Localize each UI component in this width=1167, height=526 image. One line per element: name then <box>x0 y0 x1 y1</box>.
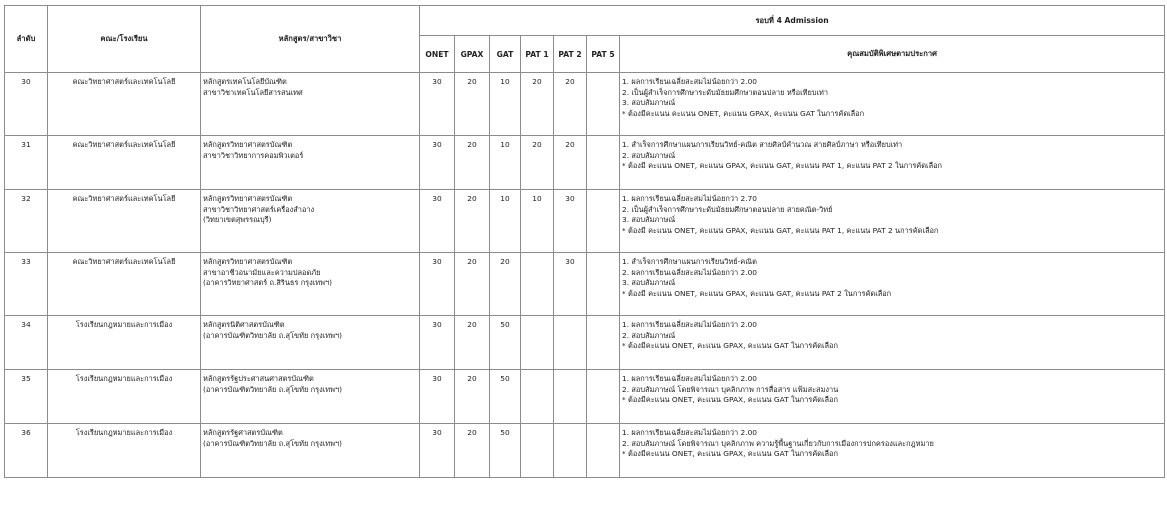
qualification-line: 2. สอบสัมภาษณ์ โดยพิจารณา บุคลิกภาพ การสื่อสาร แฟ้มสะสมงาน <box>622 384 839 394</box>
table-row <box>5 316 1165 370</box>
qualifications-cell <box>620 370 1165 424</box>
onet-score: 30 <box>420 424 455 478</box>
header-gpax: GPAX <box>455 36 490 73</box>
gpax-score: 20 <box>455 136 490 190</box>
row-number: 33 <box>5 253 48 316</box>
program-cell <box>201 253 420 316</box>
program-line: หลักสูตรรัฐศาสตรบัณฑิต <box>203 428 283 437</box>
qualification-line: 2. เป็นผู้สำเร็จการศึกษาระดับมัธยมศึกษาตอนปลาย สายคณิต-วิทย์ <box>622 204 833 214</box>
program-cell <box>201 136 420 190</box>
program-line: (อาคารบัณฑิตวิทยาลัย ถ.สุโขทัย กรุงเทพฯ) <box>203 330 342 340</box>
header-qualifications: คุณสมบัติพิเศษตามประกาศ <box>620 36 1165 73</box>
pat5-score <box>587 370 620 424</box>
row-number: 34 <box>5 316 48 370</box>
program-line: หลักสูตรวิทยาศาสตรบัณฑิต <box>203 194 293 203</box>
pat1-score: 10 <box>521 190 554 253</box>
onet-score: 30 <box>420 253 455 316</box>
row-number: 30 <box>5 73 48 136</box>
qualification-line: 3. สอบสัมภาษณ์ <box>622 278 676 288</box>
gat-score: 50 <box>490 316 521 370</box>
table-row <box>5 424 1165 478</box>
qualification-line: 2. สอบสัมภาษณ์ <box>622 150 676 160</box>
gpax-score: 20 <box>455 73 490 136</box>
table-row <box>5 253 1165 316</box>
pat1-score <box>521 370 554 424</box>
row-number: 32 <box>5 190 48 253</box>
row-number: 35 <box>5 370 48 424</box>
qualification-line: 1. สำเร็จการศึกษาแผนการเรียนวิทย์-คณิต สายศิลป์คำนวณ สายศิลป์ภาษา หรือเทียบเท่า <box>622 140 903 149</box>
header-pat2: PAT 2 <box>554 36 587 73</box>
program-line: (อาคารบัณฑิตวิทยาลัย ถ.สุโขทัย กรุงเทพฯ) <box>203 384 342 394</box>
program-line: หลักสูตรนิติศาสตรบัณฑิต <box>203 320 285 329</box>
admission-table-container <box>4 5 1165 478</box>
onet-score: 30 <box>420 370 455 424</box>
qualifications-cell <box>620 253 1165 316</box>
qualification-line: * ต้องมีคะแนน ONET, คะแนน GPAX, คะแนน GAT ในการคัดเลือก <box>622 341 838 351</box>
header-round: รอบที่ 4 Admission <box>420 6 1165 36</box>
header-order: ลำดับ <box>5 6 48 73</box>
pat5-score <box>587 190 620 253</box>
pat2-score <box>554 424 587 478</box>
qualification-line: 2. สอบสัมภาษณ์ โดยพิจารณา บุคลิกภาพ ความรู้พื้นฐานเกี่ยวกับการเมืองการปกครองและกฎหมาย <box>622 438 934 448</box>
faculty-cell: โรงเรียนกฎหมายและการเมือง <box>48 424 201 478</box>
gpax-score: 20 <box>455 370 490 424</box>
qualification-line: * ต้องมีคะแนน คะแนน ONET, คะแนน GPAX, คะแนน GAT ในการคัดเลือก <box>622 108 865 118</box>
table-row <box>5 370 1165 424</box>
qualifications-cell <box>620 316 1165 370</box>
qualification-line: 1. ผลการเรียนเฉลี่ยสะสมไม่น้อยกว่า 2.00 <box>622 374 758 383</box>
qualification-line: 3. สอบสัมภาษณ์ <box>622 215 676 225</box>
qualification-line: 1. ผลการเรียนเฉลี่ยสะสมไม่น้อยกว่า 2.00 <box>622 428 758 437</box>
qualification-line: * ต้องมี คะแนน ONET, คะแนน GPAX, คะแนน GAT, คะแนน PAT 1, คะแนน PAT 2 นการคัดเลือก <box>622 225 939 235</box>
qualification-line: 1. สำเร็จการศึกษาแผนการเรียนวิทย์-คณิต <box>622 257 757 266</box>
header-onet: ONET <box>420 36 455 73</box>
qualification-line: 2. เป็นผู้สำเร็จการศึกษาระดับมัธยมศึกษาตอนปลาย หรือเทียบเท่า <box>622 87 829 97</box>
program-line: สาขาวิชาเทคโนโลยีสารสนเทศ <box>203 87 303 97</box>
admission-table <box>4 5 1165 478</box>
program-cell <box>201 73 420 136</box>
onet-score: 30 <box>420 190 455 253</box>
program-line: สาขาวิชาวิทยาการคอมพิวเตอร์ <box>203 150 304 160</box>
pat2-score: 30 <box>554 190 587 253</box>
program-line: หลักสูตรวิทยาศาสตรบัณฑิต <box>203 140 293 149</box>
faculty-cell: โรงเรียนกฎหมายและการเมือง <box>48 370 201 424</box>
qualification-line: 1. ผลการเรียนเฉลี่ยสะสมไม่น้อยกว่า 2.00 <box>622 320 758 329</box>
header-faculty: คณะ/โรงเรียน <box>48 6 201 73</box>
faculty-cell: คณะวิทยาศาสตร์และเทคโนโลยี <box>48 253 201 316</box>
gpax-score: 20 <box>455 424 490 478</box>
program-line: (อาคารวิทยาศาสตร์ ถ.สิรินธร กรุงเทพฯ) <box>203 278 333 288</box>
qualifications-cell <box>620 424 1165 478</box>
qualification-line: * ต้องมีคะแนน ONET, คะแนน GPAX, คะแนน GAT ในการคัดเลือก <box>622 395 838 405</box>
program-line: หลักสูตรวิทยาศาสตรบัณฑิต <box>203 257 293 266</box>
pat1-score: 20 <box>521 73 554 136</box>
program-cell <box>201 424 420 478</box>
qualifications-cell <box>620 73 1165 136</box>
gpax-score: 20 <box>455 316 490 370</box>
program-line: สาขาวิชาวิทยาศาสตร์เครื่องสำอาง <box>203 204 315 214</box>
onet-score: 30 <box>420 316 455 370</box>
pat5-score <box>587 316 620 370</box>
faculty-cell: คณะวิทยาศาสตร์และเทคโนโลยี <box>48 73 201 136</box>
gat-score: 50 <box>490 370 521 424</box>
qualification-line: 1. ผลการเรียนเฉลี่ยสะสมไม่น้อยกว่า 2.00 <box>622 77 758 86</box>
qualification-line: * ต้องมีคะแนน ONET, คะแนน GPAX, คะแนน GAT ในการคัดเลือก <box>622 449 838 459</box>
gpax-score: 20 <box>455 253 490 316</box>
table-body <box>5 73 1165 478</box>
faculty-cell: คณะวิทยาศาสตร์และเทคโนโลยี <box>48 190 201 253</box>
program-cell <box>201 316 420 370</box>
pat5-score <box>587 424 620 478</box>
program-line: (วิทยาเขตสุพรรณบุรี) <box>203 215 272 225</box>
pat2-score: 20 <box>554 136 587 190</box>
gpax-score: 20 <box>455 190 490 253</box>
gat-score: 10 <box>490 73 521 136</box>
gat-score: 20 <box>490 253 521 316</box>
program-line: สาขาอาชีวอนามัยและความปลอดภัย <box>203 267 321 277</box>
qualification-line: 3. สอบสัมภาษณ์ <box>622 98 676 108</box>
header-pat5: PAT 5 <box>587 36 620 73</box>
pat5-score <box>587 136 620 190</box>
pat2-score <box>554 370 587 424</box>
faculty-cell: โรงเรียนกฎหมายและการเมือง <box>48 316 201 370</box>
qualifications-cell <box>620 190 1165 253</box>
qualification-line: * ต้องมี คะแนน ONET, คะแนน GPAX, คะแนน GAT, คะแนน PAT 2 ในการคัดเลือก <box>622 288 892 298</box>
pat1-score <box>521 253 554 316</box>
gat-score: 50 <box>490 424 521 478</box>
pat2-score: 20 <box>554 73 587 136</box>
gat-score: 10 <box>490 190 521 253</box>
header-gat: GAT <box>490 36 521 73</box>
pat1-score: 20 <box>521 136 554 190</box>
qualifications-cell <box>620 136 1165 190</box>
header-pat1: PAT 1 <box>521 36 554 73</box>
gat-score: 10 <box>490 136 521 190</box>
qualification-line: 2. ผลการเรียนเฉลี่ยสะสมไม่น้อยกว่า 2.00 <box>622 267 758 277</box>
program-line: หลักสูตรเทคโนโลยีบัณฑิต <box>203 77 287 86</box>
row-number: 36 <box>5 424 48 478</box>
faculty-cell: คณะวิทยาศาสตร์และเทคโนโลยี <box>48 136 201 190</box>
header-program: หลักสูตร/สาขาวิชา <box>201 6 420 73</box>
onet-score: 30 <box>420 73 455 136</box>
pat2-score: 30 <box>554 253 587 316</box>
program-cell <box>201 190 420 253</box>
table-row <box>5 73 1165 136</box>
qualification-line: * ต้องมี คะแนน ONET, คะแนน GPAX, คะแนน GAT, คะแนน PAT 1, คะแนน PAT 2 ในการคัดเลือก <box>622 161 943 171</box>
pat5-score <box>587 73 620 136</box>
program-line: หลักสูตรรัฐประศาสนศาสตรบัณฑิต <box>203 374 314 383</box>
onet-score: 30 <box>420 136 455 190</box>
pat5-score <box>587 253 620 316</box>
program-cell <box>201 370 420 424</box>
pat1-score <box>521 316 554 370</box>
program-line: (อาคารบัณฑิตวิทยาลัย ถ.สุโขทัย กรุงเทพฯ) <box>203 438 342 448</box>
table-row <box>5 190 1165 253</box>
qualification-line: 2. สอบสัมภาษณ์ <box>622 330 676 340</box>
qualification-line: 1. ผลการเรียนเฉลี่ยสะสมไม่น้อยกว่า 2.70 <box>622 194 758 203</box>
table-row <box>5 136 1165 190</box>
row-number: 31 <box>5 136 48 190</box>
pat2-score <box>554 316 587 370</box>
pat1-score <box>521 424 554 478</box>
